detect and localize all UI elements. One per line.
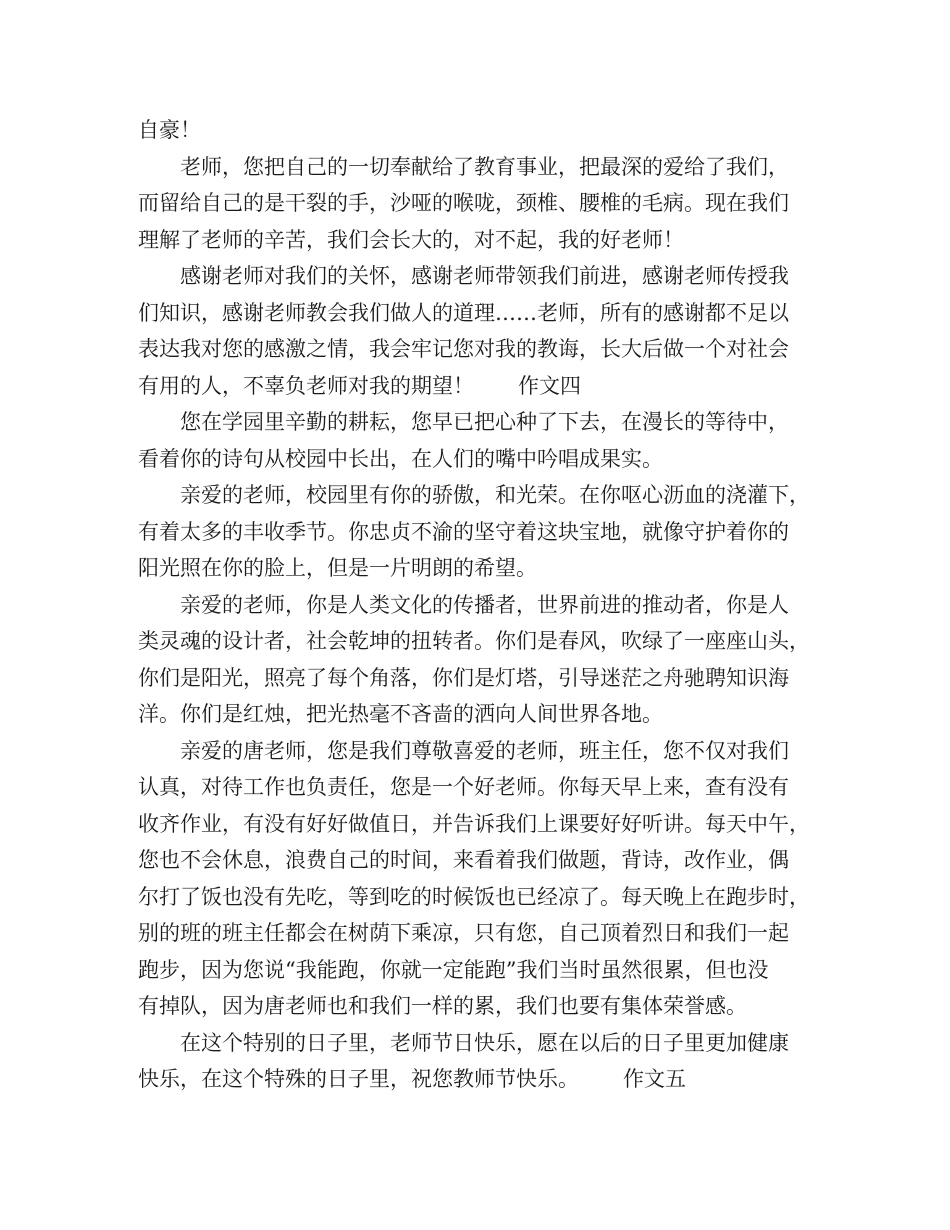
text-line: 快乐，在这个特殊的日子里，祝您教师节快乐。 作文五 [138, 1061, 818, 1098]
paragraph-start: 亲爱的唐老师，您是我们尊敬喜爱的老师，班主任，您不仅对我们 [180, 738, 789, 763]
paragraph-start: 亲爱的老师，你是人类文化的传播者，世界前进的推动者，你是人 [180, 592, 789, 617]
text-line: 您也不会休息，浪费自己的时间，来看着我们做题，背诗，改作业，偶 [138, 848, 789, 872]
text-line: 看着你的诗句从校园中长出，在人们的嘴中吟唱成果实。 [138, 446, 663, 471]
text-line: 尔打了饭也没有先吃，等到吃的时候饭也已经凉了。每天晚上在跑步时， [138, 884, 810, 909]
paragraph-start: 老师，您把自己的一切奉献给了教育事业，把最深的爱给了我们， [180, 154, 789, 179]
text-line: 理解了老师的辛苦，我们会长大的，对不起，我的好老师！ [138, 227, 684, 252]
text-line: 收齐作业，有没有好好做值日，并告诉我们上课要好好听讲。每天中午， [138, 811, 810, 836]
text-line: 跑步，因为您说“我能跑，你就一定能跑”我们当时虽然很累，但也没 [138, 957, 769, 982]
text-line: 你们是阳光，照亮了每个角落，你们是灯塔，引导迷茫之舟驰聘知识海 [138, 665, 789, 690]
essay-heading: 作文五 [623, 1067, 686, 1091]
text-line: 认真，对待工作也负责任，您是一个好老师。你每天早上来，查有没有 [138, 775, 789, 799]
text-line: 类灵魂的设计者，社会乾坤的扭转者。你们是春风，吹绿了一座座山头， [138, 629, 810, 653]
text-line: 有用的人，不辜负老师对我的期望！ 作文四 [138, 368, 818, 405]
paragraph-start: 在这个特别的日子里，老师节日快乐，愿在以后的日子里更加健康 [180, 1030, 789, 1055]
essay-heading: 作文四 [518, 373, 581, 398]
text-line: 们知识，感谢老师教会我们做人的道理……老师，所有的感谢都不足以 [138, 300, 789, 325]
text-line: 有着太多的丰收季节。你忠贞不渝的坚守着这块宝地，就像守护着你的 [138, 519, 789, 544]
text-line: 表达我对您的感激之情，我会牢记您对我的教诲，长大后做一个对社会 [138, 337, 789, 361]
text-line: 洋。你们是红烛，把光热毫不吝啬的洒向人间世界各地。 [138, 702, 663, 726]
paragraph-start: 亲爱的老师，校园里有你的骄傲，和光荣。在你呕心沥血的浇灌下， [180, 483, 810, 507]
text-line: 而留给自己的是干裂的手，沙哑的喉咙，颈椎、腰椎的毛病。现在我们 [138, 191, 789, 215]
text-line: 别的班的班主任都会在树荫下乘凉，只有您，自己顶着烈日和我们一起 [138, 921, 789, 945]
text-line: 阳光照在你的脸上，但是一片明朗的希望。 [138, 556, 537, 580]
text-line: 自豪！ [138, 118, 201, 142]
paragraph-start: 您在学园里辛勤的耕耘，您早已把心种了下去，在漫长的等待中， [180, 410, 789, 434]
document-body [138, 112, 818, 1098]
text-line: 有掉队，因为唐老师也和我们一样的累，我们也要有集体荣誉感。 [138, 994, 747, 1018]
paragraph-start: 感谢老师对我们的关怀，感谢老师带领我们前进，感谢老师传授我 [180, 264, 789, 288]
